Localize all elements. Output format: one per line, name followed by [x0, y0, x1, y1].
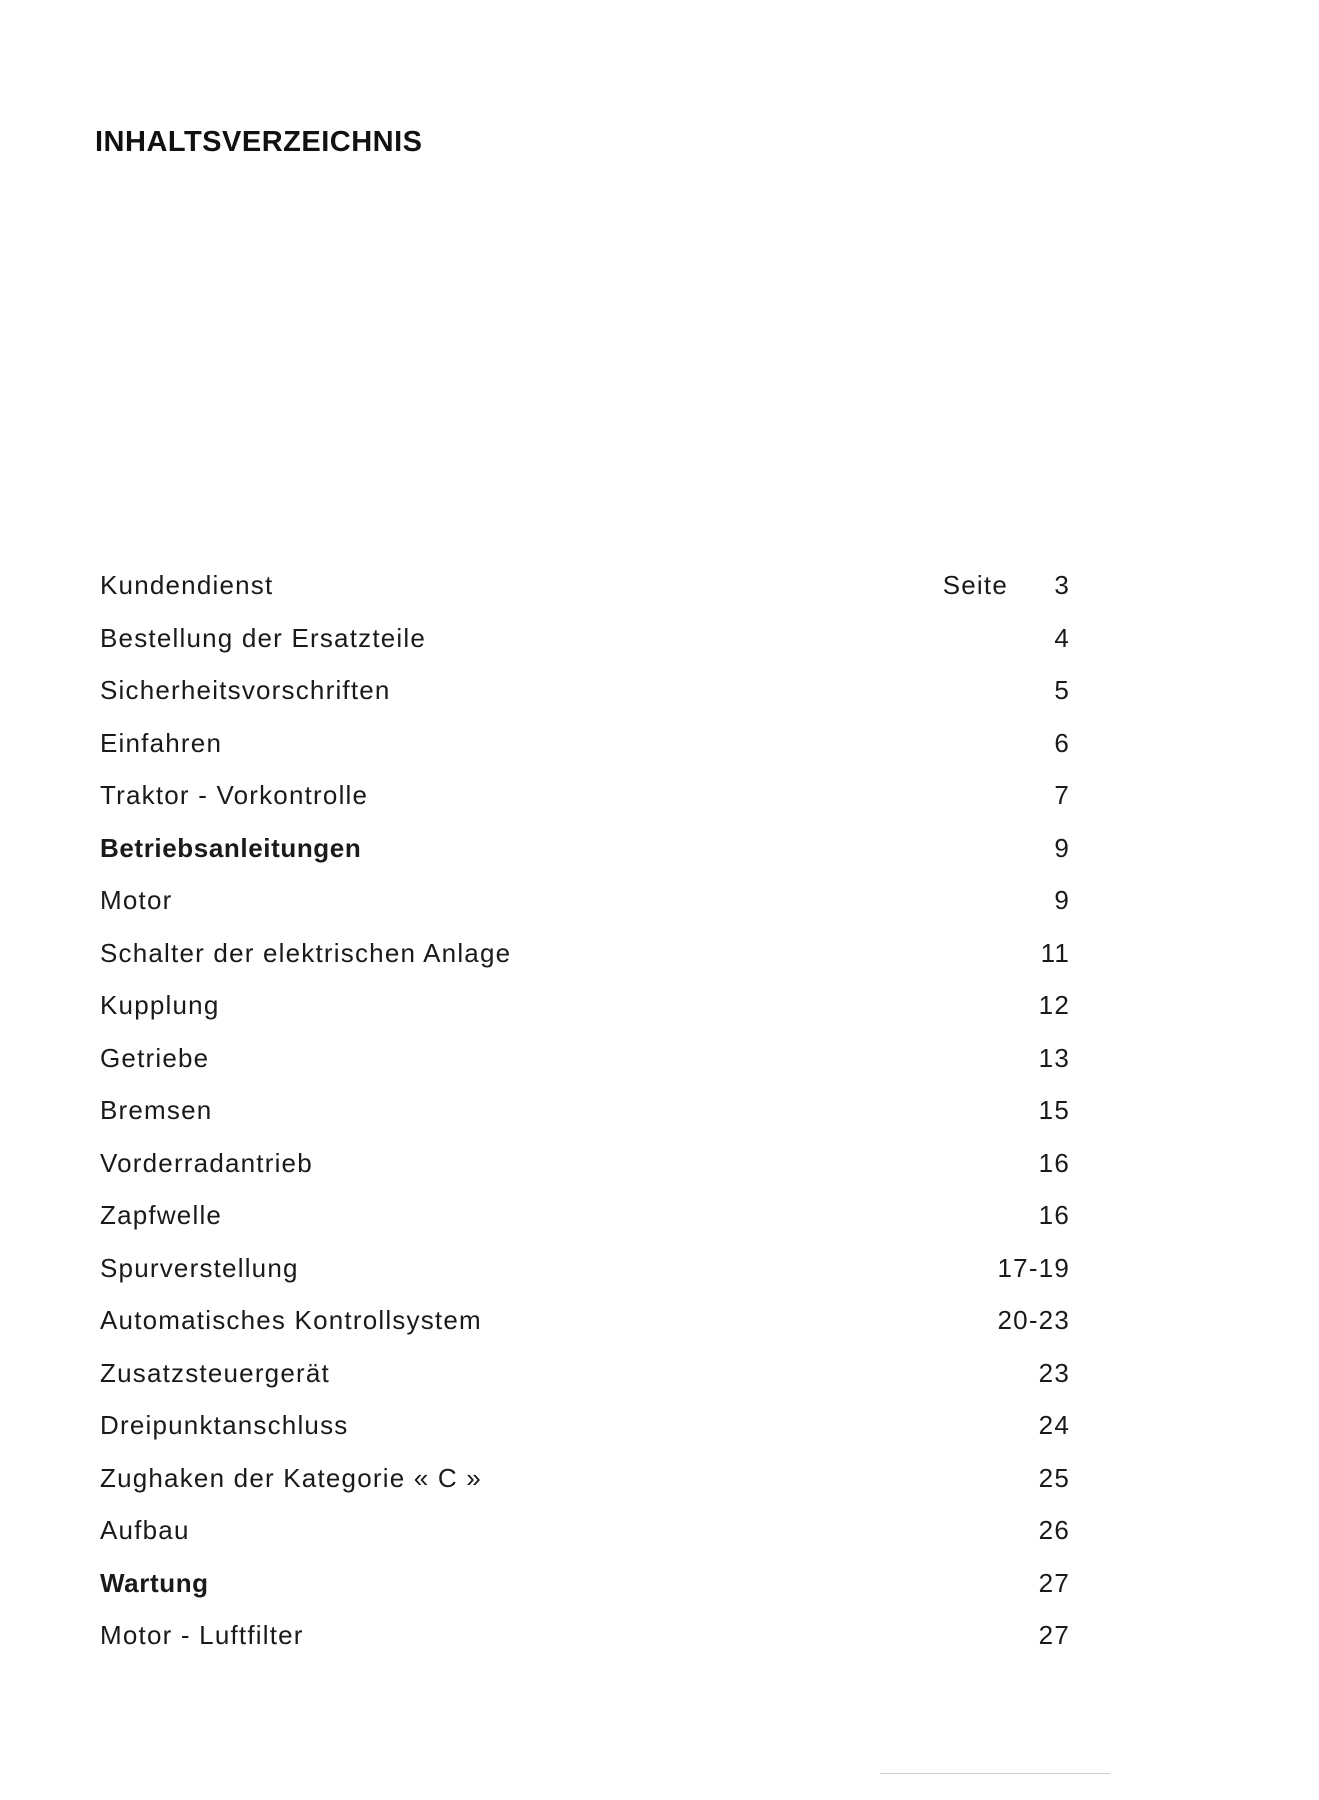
toc-entry-label: Zapfwelle [100, 1200, 223, 1230]
toc-entry [100, 1305, 1070, 1358]
toc-entry-page: 27 [1038, 1620, 1070, 1650]
scan-mark-divider [880, 1773, 1110, 1774]
toc-entry [100, 1095, 1070, 1148]
toc-entry-label: Motor [100, 885, 173, 915]
toc-entry [100, 885, 1070, 938]
toc-entry-label: Getriebe [100, 1042, 210, 1073]
toc-entry-label: Aufbau [100, 1515, 190, 1545]
toc-entry-label: Automatisches Kontrollsystem [100, 1305, 482, 1335]
toc-entry-label: Bestellung der Ersatzteile [100, 622, 427, 653]
toc-entry [100, 728, 1070, 781]
toc-entry [100, 1410, 1070, 1463]
toc-entry-page: 13 [1038, 1042, 1070, 1073]
toc-entry [100, 990, 1070, 1043]
toc-entry-label: Einfahren [100, 727, 223, 758]
toc-entry-page: 26 [1038, 1515, 1070, 1545]
toc-entry-label: Zughaken der Kategorie « C » [100, 1462, 482, 1493]
toc-entry-page: 16 [1038, 1200, 1070, 1230]
toc-entry [100, 570, 1070, 623]
table-of-contents [100, 570, 1070, 1673]
toc-entry-page: 25 [1038, 1462, 1070, 1493]
toc-entry [100, 675, 1070, 728]
toc-entry [100, 1463, 1070, 1516]
toc-entry-page: 27 [1038, 1567, 1070, 1598]
toc-entry-label: Bremsen [100, 1095, 213, 1125]
toc-entry [100, 1358, 1070, 1411]
toc-entry [100, 938, 1070, 991]
toc-entry-label: Spurverstellung [100, 1252, 299, 1283]
toc-entry-label: Traktor - Vorkontrolle [100, 780, 369, 810]
toc-entry-page: 3 [1054, 570, 1070, 600]
toc-entry-page: 24 [1038, 1410, 1070, 1440]
toc-entry-page: 17-19 [997, 1252, 1070, 1283]
toc-entry-page: 7 [1054, 780, 1070, 810]
toc-entry-label: Motor - Luftfilter [100, 1620, 304, 1650]
toc-entry-page: 9 [1054, 885, 1070, 915]
toc-entry-page: 9 [1054, 832, 1070, 863]
toc-entry-label: Kupplung [100, 990, 220, 1020]
toc-entry-label: Vorderradantrieb [100, 1147, 313, 1178]
toc-entry-page: 6 [1054, 727, 1070, 758]
toc-entry-page: 12 [1038, 990, 1070, 1020]
page-title: INHALTSVERZEICHNIS [95, 126, 423, 158]
toc-entry [100, 1253, 1070, 1306]
toc-entry-page: 11 [1040, 937, 1070, 968]
toc-entry [100, 1515, 1070, 1568]
toc-entry [100, 1620, 1070, 1673]
toc-entry-label: Wartung [100, 1567, 209, 1598]
toc-entry [100, 833, 1070, 886]
toc-entry-page: 5 [1054, 675, 1070, 705]
toc-entry [100, 1148, 1070, 1201]
toc-entry-page: 4 [1054, 622, 1070, 653]
toc-entry-page: 23 [1038, 1357, 1070, 1388]
toc-entry-page: 20-23 [997, 1305, 1070, 1335]
toc-entry [100, 1200, 1070, 1253]
toc-entry [100, 623, 1070, 676]
toc-entry [100, 780, 1070, 833]
toc-entry-label: Dreipunktanschluss [100, 1410, 349, 1440]
toc-entry-page: 15 [1038, 1095, 1070, 1125]
toc-entry [100, 1568, 1070, 1621]
toc-entry-label: Kundendienst [100, 570, 274, 600]
toc-entry-label: Betriebsanleitungen [100, 832, 362, 863]
toc-entry-page: 16 [1038, 1147, 1070, 1178]
toc-entry-label: Zusatzsteuergerät [100, 1357, 330, 1388]
toc-entry [100, 1043, 1070, 1096]
toc-entry-label: Schalter der elektrischen Anlage [100, 937, 512, 968]
toc-entry-label: Sicherheitsvorschriften [100, 675, 391, 705]
seite-label: Seite [942, 570, 1008, 600]
